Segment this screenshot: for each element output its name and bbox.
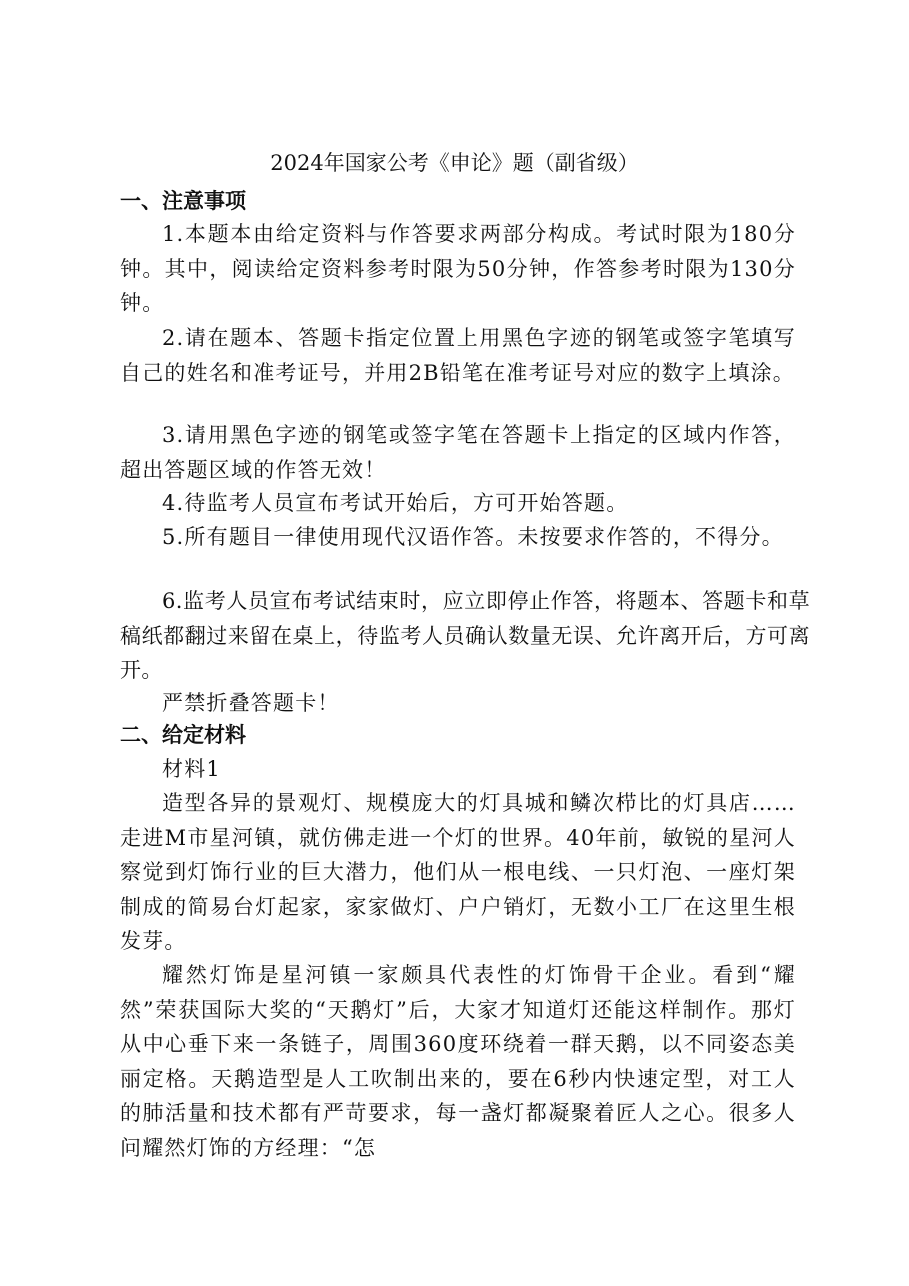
notice-item-3: 3.请用黑色字迹的钢笔或签字笔在答题卡上指定的区域内作答，超出答题区域的作答无效！ [120, 423, 796, 482]
section-heading-materials: 二、给定材料 [120, 723, 246, 747]
notice-warning: 严禁折叠答题卡！ [162, 691, 340, 715]
section-heading-notes: 一、注意事项 [120, 189, 246, 213]
notice-item-4: 4.待监考人员宣布考试开始后，方可开始答题。 [162, 491, 629, 515]
notice-item-5: 5.所有题目一律使用现代汉语作答。未按要求作答的，不得分。 [162, 525, 784, 549]
material-paragraph-1: 造型各异的景观灯、规模庞大的灯具城和鳞次栉比的灯具店……走进M市星河镇，就仿佛走进一个灯的世界。40年前，敏锐的星河人察觉到灯饰行业的巨大潜力，他们从一根电线、一只灯泡、一座灯架制成的简易台灯起家，家家做灯、户户销灯，无数小工厂在这里生根发芽。 [120, 791, 796, 954]
material-label: 材料1 [162, 757, 221, 781]
material-paragraph-2: 耀然灯饰是星河镇一家颇具代表性的灯饰骨干企业。看到“耀然”荣获国际大奖的“天鹅灯”后，大家才知道灯还能这样制作。那灯从中心垂下来一条链子，周围360度环绕着一群天鹅，以不同姿态美丽定格。天鹅造型是人工吹制出来的，要在6秒内快速定型，对工人的肺活量和技术都有严苛要求，每一盏灯都凝聚着匠人之心。很多人问耀然灯饰的方经理：“怎 [120, 963, 796, 1160]
notice-item-6: 6.监考人员宣布考试结束时，应立即停止作答，将题本、答题卡和草稿纸都翻过来留在桌上，待监考人员确认数量无误、允许离开后，方可离开。 [120, 589, 810, 683]
document-title: 2024年国家公考《申论》题（副省级） [270, 151, 639, 175]
notice-item-1: 1.本题本由给定资料与作答要求两部分构成。考试时限为180分钟。其中，阅读给定资料参考时限为50分钟，作答参考时限为130分钟。 [120, 222, 796, 316]
notice-item-2: 2.请在题本、答题卡指定位置上用黑色字迹的钢笔或签字笔填写自己的姓名和准考证号，并用2B铅笔在准考证号对应的数字上填涂。 [120, 326, 796, 385]
